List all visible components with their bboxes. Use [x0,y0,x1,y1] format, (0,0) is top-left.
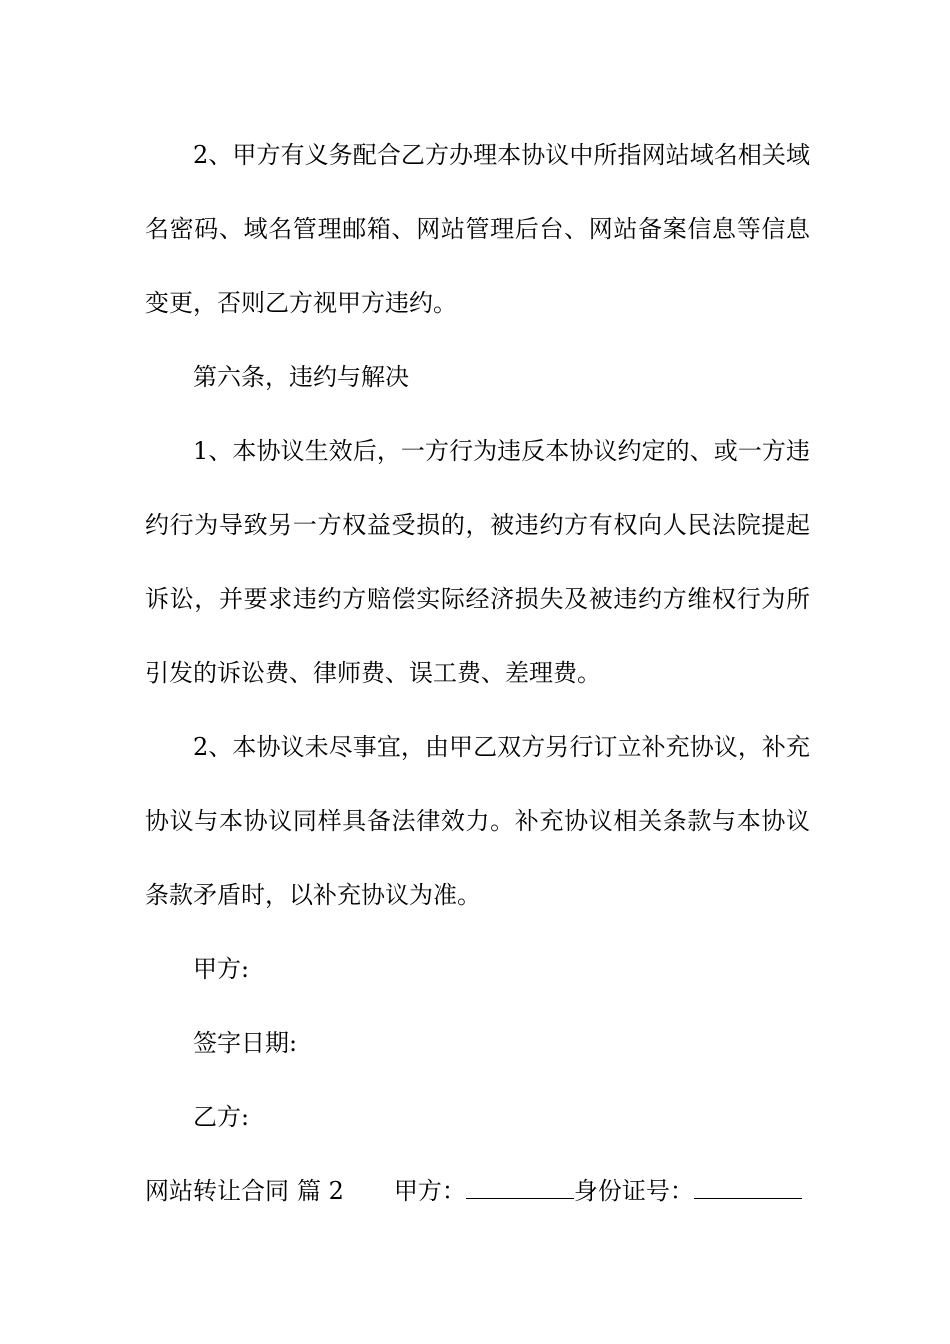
id-number-label: 身份证号： [573,1177,694,1205]
next-contract-header [145,1154,810,1228]
sign-date-label: 签字日期: [193,1029,298,1057]
party-b-signature-label: 乙方: [193,1103,250,1131]
party-a-signature-label: 甲方: [193,955,250,983]
clause-5-2: 2、甲方有义务配合乙方办理本协议中所指网站域名相关域名密码、域名管理邮箱、网站管理后台、网站备案信息等信息变更，否则乙方视甲方违约。 [145,141,810,317]
id-number-blank-line [694,1178,802,1199]
clause-6-2: 2、本协议未尽事宜，由甲乙双方另行订立补充协议，补充协议与本协议同样具备法律效力。补充协议相关条款与本协议条款矛盾时，以补充协议为准。 [145,733,810,909]
clause-6-1: 1、本协议生效后，一方行为违反本协议约定的、或一方违约行为导致另一方权益受损的，被违约方有权向人民法院提起诉讼，并要求违约方赔偿实际经济损失及被违约方维权行为所引发的诉讼费、律师费、误工费、差理费。 [145,437,810,687]
contract-title: 网站转让合同 [145,1177,289,1205]
part-label: 篇 2 [297,1177,344,1205]
party-a-label: 甲方： [393,1177,466,1205]
party-a-blank-line [466,1178,574,1199]
article-6-heading: 第六条，违约与解决 [193,363,409,391]
